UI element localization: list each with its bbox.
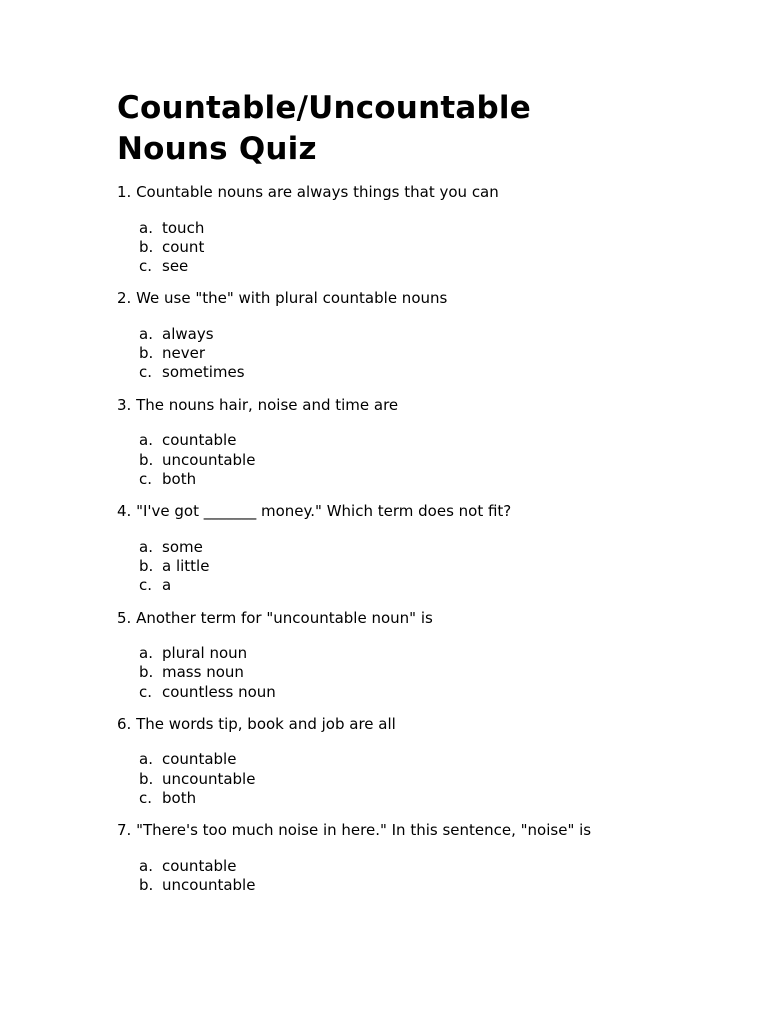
answer-options [117,857,657,896]
answer-option [139,789,657,808]
question-text: 7. "There's too much noise in here." In this sentence, "noise" is [117,821,592,840]
option-letter: b. [139,344,154,363]
answer-option [139,770,657,789]
answer-option [139,876,657,895]
question-text: 5. Another term for "uncountable noun" is [117,608,433,627]
option-letter: b. [139,556,154,575]
option-text: sometimes [162,363,245,382]
answer-option [139,325,657,344]
option-text: uncountable [162,450,256,469]
question-item [117,821,657,895]
question-text: 6. The words tip, book and job are all [117,714,396,733]
answer-option [139,644,657,663]
page-title [117,88,657,170]
answer-option [139,451,657,470]
quiz-document [117,88,657,895]
option-text: count [162,237,205,256]
option-letter: b. [139,769,154,788]
option-letter: a. [139,218,153,237]
answer-option [139,257,657,276]
question-text: 4. "I've got _______ money." Which term does not fit? [117,502,512,521]
answer-option [139,538,657,557]
answer-options [117,219,657,277]
option-text: uncountable [162,769,256,788]
option-letter: a. [139,644,153,663]
option-text: some [162,537,203,556]
option-letter: b. [139,450,154,469]
option-letter: b. [139,876,154,895]
question-item [117,609,657,702]
option-text: see [162,257,189,276]
option-letter: a. [139,750,153,769]
option-text: a [162,576,172,595]
question-list [117,183,657,895]
question-item [117,396,657,489]
option-letter: b. [139,237,154,256]
answer-option [139,219,657,238]
option-letter: a. [139,431,153,450]
question-text: 1. Countable nouns are always things that you can [117,183,499,201]
option-text: uncountable [162,876,256,895]
answer-option [139,857,657,876]
option-letter: c. [139,789,153,808]
answer-option [139,344,657,363]
answer-option [139,683,657,702]
option-letter: a. [139,537,153,556]
option-letter: c. [139,363,153,382]
option-letter: b. [139,663,154,682]
option-text: never [162,344,206,363]
option-letter: c. [139,469,153,488]
option-text: countable [162,856,237,875]
option-text: mass noun [162,663,244,682]
answer-option [139,238,657,257]
question-text: 2. We use "the" with plural countable nouns [117,289,448,308]
option-text: plural noun [162,644,248,663]
answer-option [139,557,657,576]
answer-option [139,470,657,489]
question-item [117,289,657,382]
question-item [117,183,657,276]
option-text: always [162,324,214,343]
title-line-1: Countable/Uncountable [117,90,531,126]
answer-option [139,750,657,769]
option-letter: a. [139,324,153,343]
option-text: a little [162,556,210,575]
option-letter: c. [139,576,153,595]
question-text: 3. The nouns hair, noise and time are [117,395,399,414]
question-item [117,502,657,595]
answer-option [139,363,657,382]
option-letter: c. [139,257,153,276]
option-text: both [162,789,197,808]
answer-options [117,644,657,702]
option-letter: a. [139,856,153,875]
option-text: countable [162,431,237,450]
option-letter: c. [139,682,153,701]
option-text: countable [162,750,237,769]
option-text: both [162,469,197,488]
answer-option [139,576,657,595]
title-line-2: Nouns Quiz [117,131,317,167]
answer-option [139,431,657,450]
option-text: touch [162,218,205,237]
option-text: countless noun [162,682,276,701]
answer-options [117,538,657,596]
answer-options [117,431,657,489]
answer-options [117,750,657,808]
answer-options [117,325,657,383]
question-item [117,715,657,808]
answer-option [139,663,657,682]
